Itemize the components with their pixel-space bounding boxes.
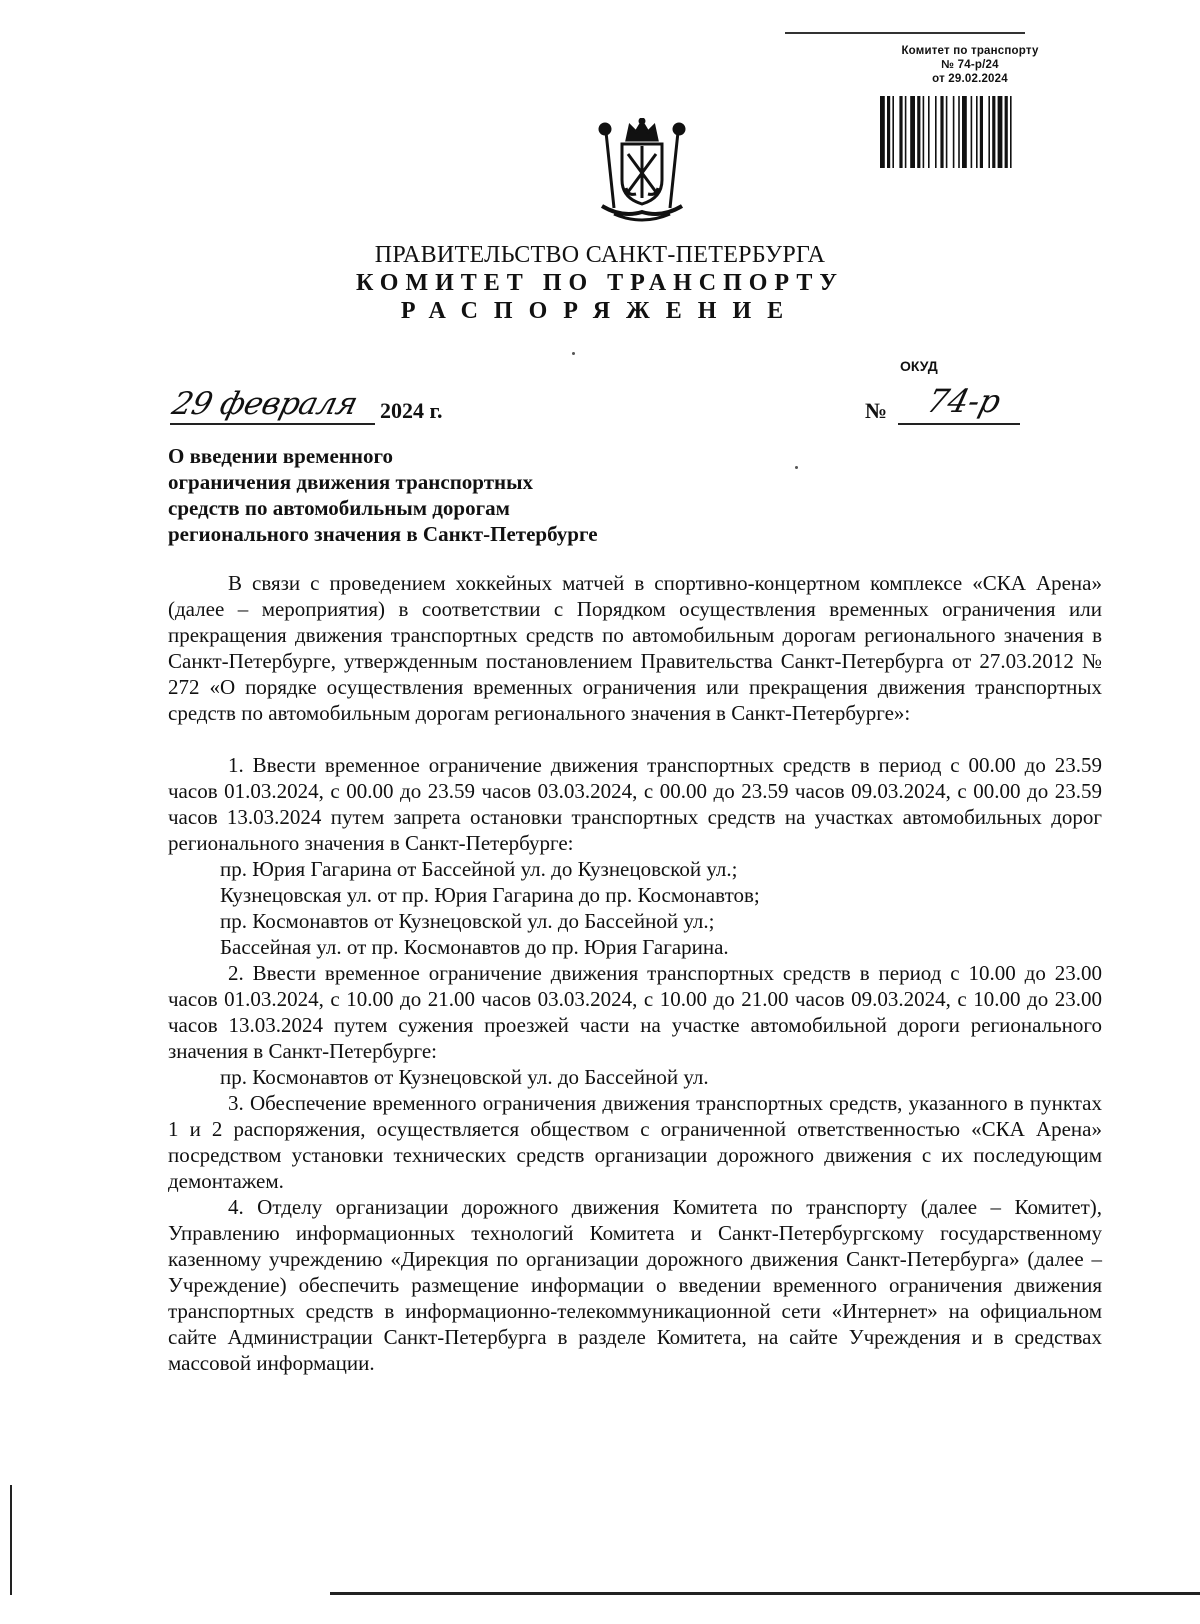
registration-stamp — [870, 44, 1070, 86]
scan-edge-left — [10, 1485, 12, 1595]
number-underline — [898, 423, 1020, 425]
committee-title: КОМИТЕТ ПО ТРАНСПОРТУ — [356, 270, 844, 296]
document-type-title: РАСПОРЯЖЕНИЕ — [400, 298, 800, 324]
barcode-bar — [998, 96, 1003, 168]
road-segment: пр. Юрия Гагарина от Бассейной ул. до Кузнецовской ул.; — [220, 857, 738, 881]
barcode-bar — [917, 96, 920, 168]
barcode-bar — [880, 96, 885, 168]
barcode-bar — [899, 96, 902, 168]
item-2-paragraph: 2. Ввести временное ограничение движения транспортных средств в период с 10.00 до 23.00 часов 01.03.2024, с 10.00 до 21.00 часов 03.03.2024, с 10.00 до 21.00 часов 09.03.2024, с 10.00 до 23.00 часов 13.03.2024 путем сужения проезжей части на участке автомобильной дороги регионального значения в Санкт-Петербурге: — [168, 961, 1102, 1063]
road-segment: пр. Космонавтов от Кузнецовской ул. до Бассейной ул.; — [220, 909, 715, 933]
subject-line: О введении временного — [168, 444, 393, 468]
document-subject — [168, 443, 728, 547]
subject-line: средств по автомобильным дорогам — [168, 496, 510, 520]
barcode-bar — [946, 96, 948, 168]
scan-speck — [795, 466, 798, 469]
barcode-bar — [988, 96, 990, 168]
handwritten-date: 29 февраля — [168, 386, 362, 422]
barcode-bar — [980, 96, 983, 168]
barcode-bar — [928, 96, 930, 168]
stamp-line-committee: Комитет по транспорту — [901, 45, 1039, 57]
road-segment: Бассейная ул. от пр. Космонавтов до пр. Юрия Гагарина. — [220, 935, 729, 959]
barcode-bar — [958, 96, 960, 168]
document-body — [168, 570, 1102, 1376]
barcode-bar — [953, 96, 955, 168]
barcode-bar — [992, 96, 995, 168]
barcode-bar — [892, 96, 894, 168]
subject-line: ограничения движения транспортных — [168, 470, 534, 494]
road-segment: пр. Космонавтов от Кузнецовской ул. до Бассейной ул. — [220, 1065, 709, 1089]
barcode-bar — [935, 96, 937, 168]
barcode-icon — [880, 96, 1070, 168]
barcode-bar — [1005, 96, 1008, 168]
preamble-paragraph: В связи с проведением хоккейных матчей в спортивно-концертном комплексе «СКА Арена» (далее – мероприятия) в соответствии с Порядком осуществления временных ограничения или прекращения движения транспортных средств по автомобильным дорогам регионального значения в Санкт-Петербурге, утвержденным постановлением Правительства Санкт-Петербурга от 27.03.2012 № 272 «О порядке осуществления временных ограничения или прекращения движения транспортных средств по автомобильным дорогам регионального значения в Санкт-Петербурге»: — [168, 571, 1102, 725]
item-1-paragraph: 1. Ввести временное ограничение движения транспортных средств в период с 00.00 до 23.59 часов 01.03.2024, с 00.00 до 23.59 часов 03.03.2024, с 00.00 до 23.59 часов 09.03.2024, с 00.00 до 23.59 часов 13.03.2024 путем запрета остановки транспортных средств на участках автомобильных дорог регионального значения в Санкт-Петербурге: — [168, 753, 1102, 855]
barcode-bar — [923, 96, 925, 168]
government-title: ПРАВИТЕЛЬСТВО САНКТ-ПЕТЕРБУРГА — [374, 242, 826, 268]
stamp-line-date: от 29.02.2024 — [932, 73, 1008, 85]
barcode-bar — [962, 96, 967, 168]
barcode-bar — [1010, 96, 1012, 168]
date-year: 2024 г. — [380, 398, 443, 423]
date-underline — [170, 423, 375, 425]
barcode-bar — [905, 96, 907, 168]
scan-edge-top — [785, 32, 1025, 34]
barcode-bar — [971, 96, 973, 168]
barcode-bar — [976, 96, 978, 168]
barcode-bar — [910, 96, 915, 168]
barcode-bar — [940, 96, 943, 168]
item-4-paragraph: 4. Отделу организации дорожного движения Комитета по транспорту (далее – Комитет), Управлению информационных технологий Комитета и Санкт-Петербургскому государственному казенному учреждению «Дирекция по организации дорожного движения Санкт-Петербурга» (далее – Учреждение) обеспечить размещение информации о введении временного ограничения движения транспортных средств в информационно-телекоммуникационной сети «Интернет» на официальном сайте Администрации Санкт-Петербурга в разделе Комитета, на сайте Учреждения и в средствах массовой информации. — [168, 1195, 1102, 1375]
barcode-bar — [887, 96, 890, 168]
road-segment: Кузнецовская ул. от пр. Юрия Гагарина до пр. Космонавтов; — [220, 883, 760, 907]
okud-label: ОКУД — [900, 358, 938, 374]
coat-of-arms-icon — [592, 118, 692, 223]
item-3-paragraph: 3. Обеспечение временного ограничения движения транспортных средств, указанного в пунктах 1 и 2 распоряжения, осуществляется обществом с ограниченной ответственностью «СКА Арена» посредством установки технических средств организации дорожного движения с их последующим демонтажем. — [168, 1091, 1102, 1193]
stamp-line-number: № 74-р/24 — [941, 59, 999, 71]
subject-line: регионального значения в Санкт-Петербурге — [168, 522, 598, 546]
scan-edge-bottom — [330, 1592, 1200, 1595]
scan-speck — [572, 352, 575, 355]
number-sign: № — [865, 398, 888, 423]
handwritten-number: 74-р — [923, 382, 1005, 420]
